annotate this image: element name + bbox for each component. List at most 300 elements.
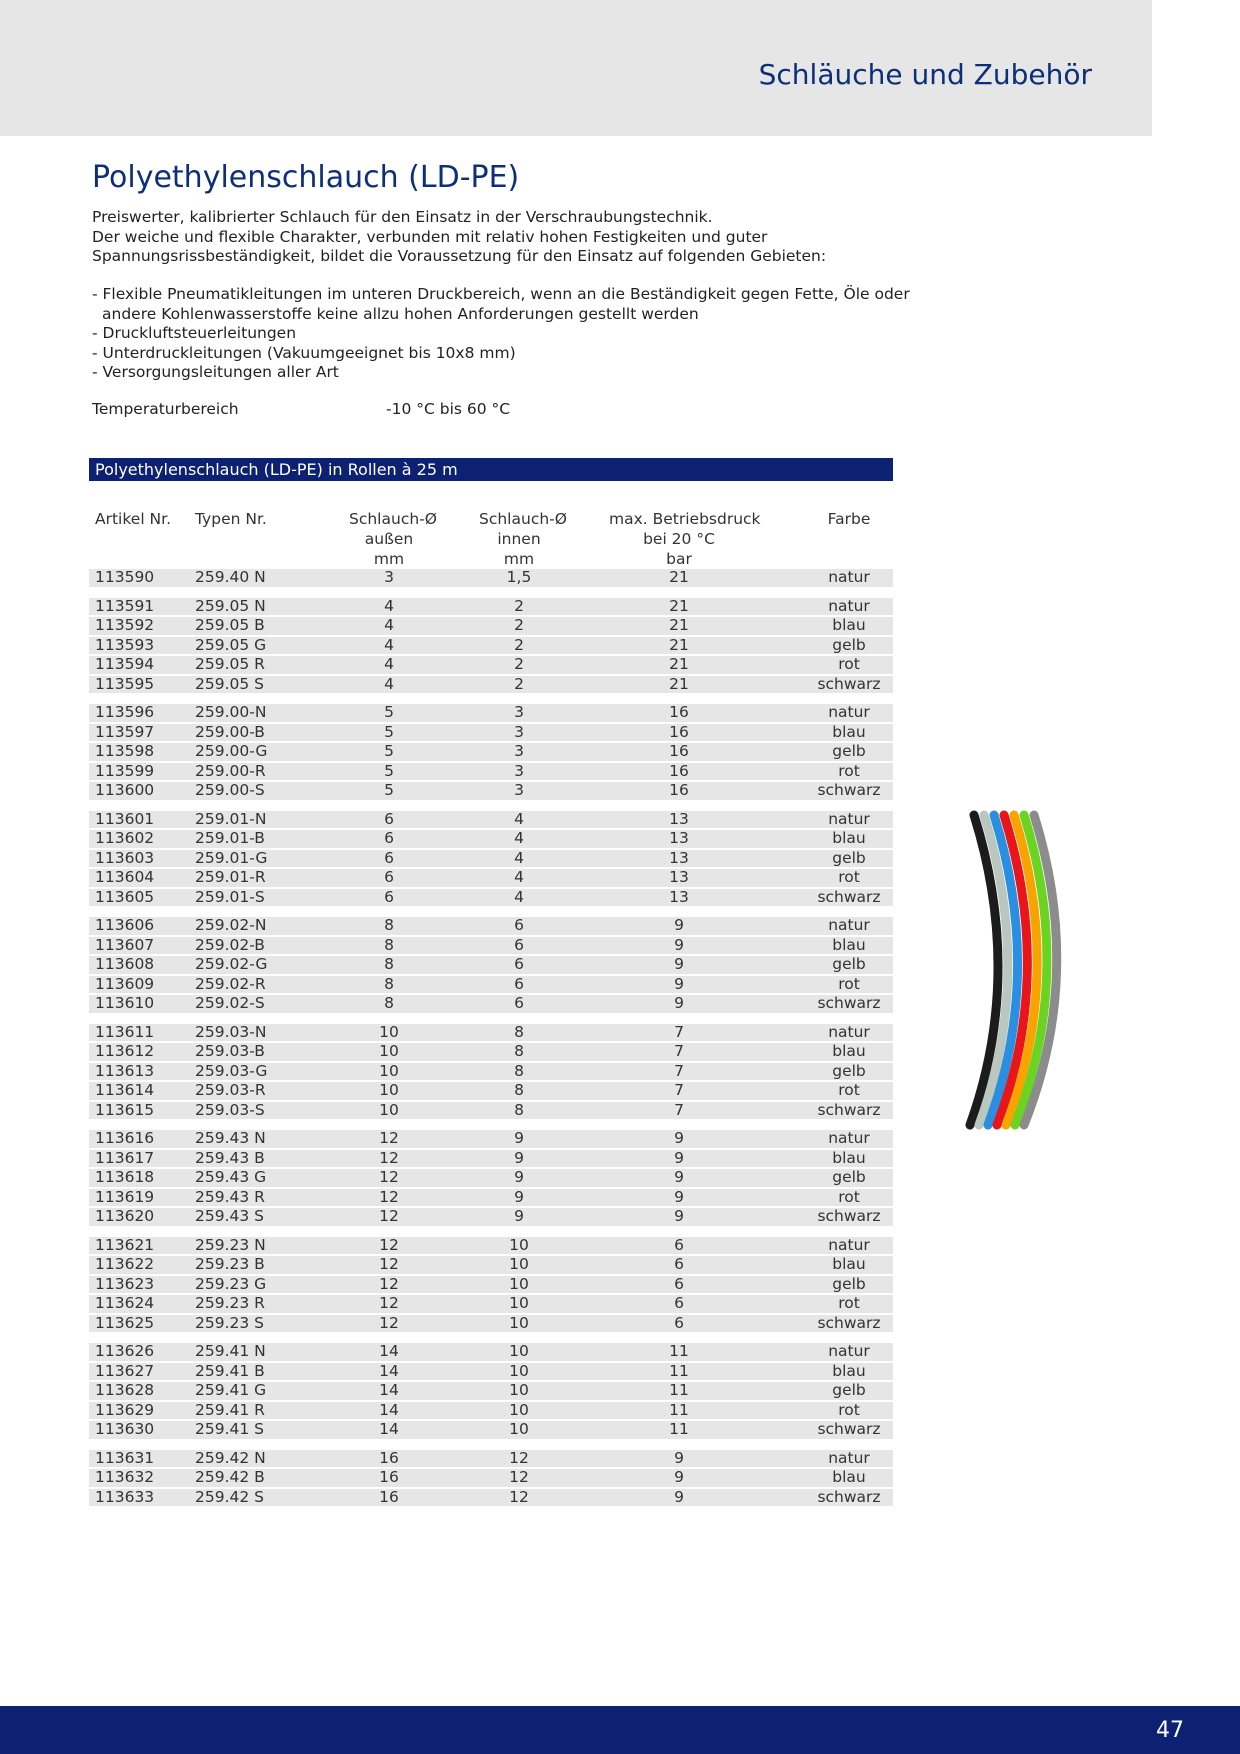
table-row [89,1256,893,1274]
color-cell: gelb [832,848,866,867]
table-row [89,1382,893,1400]
outer-diameter-cell: 14 [379,1400,399,1419]
table-row [89,1043,893,1061]
outer-diameter-cell: 8 [384,994,394,1012]
color-cell: rot [838,868,860,886]
type-number-cell: 259.00-G [195,742,268,760]
max-pressure-cell: 21 [669,596,689,615]
inner-diameter-cell: 3 [514,742,524,760]
max-pressure-cell: 11 [669,1400,689,1419]
color-cell: rot [838,1294,860,1312]
color-cell: natur [828,809,870,828]
table-row [89,1102,893,1120]
table-row [89,656,893,674]
type-number-cell: 259.02-G [195,955,268,973]
article-number-cell: 113621 [95,1235,155,1254]
color-cell: blau [832,1361,866,1380]
inner-diameter-cell: 9 [514,1187,524,1206]
type-number-cell: 259.23 S [195,1313,265,1332]
article-number-cell: 113624 [95,1294,155,1312]
color-cell: blau [832,1148,866,1167]
color-cell: gelb [832,1061,866,1080]
max-pressure-cell: 21 [669,635,689,654]
table-row [89,724,893,742]
max-pressure-cell: 11 [669,1381,689,1399]
outer-diameter-cell: 12 [379,1129,399,1147]
outer-diameter-cell: 5 [384,761,394,780]
color-cell: schwarz [817,1100,881,1119]
type-number-cell: 259.42 N [195,1448,266,1467]
color-cell: rot [838,974,860,993]
table-row [89,676,893,694]
inner-diameter-cell: 10 [509,1274,529,1293]
type-number-cell: 259.01-G [195,848,268,867]
header-type: Typen Nr. [195,510,267,528]
temperature-value: -10 °C bis 60 °C [386,400,511,418]
outer-diameter-cell: 12 [379,1235,399,1254]
article-number-cell: 113608 [95,955,155,973]
color-cell: rot [838,761,860,780]
footer-band [0,1706,1240,1754]
inner-diameter-cell: 4 [514,848,524,867]
application-list [92,285,912,383]
type-number-cell: 259.05 B [195,616,265,634]
max-pressure-cell: 11 [669,1420,689,1438]
header-inner-diameter: Schlauch-Ø innen mm [479,510,567,568]
article-number-cell: 113604 [95,868,155,886]
max-pressure-cell: 13 [669,887,689,906]
table-row [89,850,893,868]
header-color: Farbe [827,510,871,528]
max-pressure-cell: 16 [669,781,689,799]
type-number-cell: 259.05 N [195,596,266,615]
type-number-cell: 259.05 R [195,655,265,673]
type-number-cell: 259.01-N [195,809,267,828]
color-cell: blau [832,829,866,847]
temperature-label: Temperaturbereich [92,400,239,418]
color-cell: gelb [832,1381,866,1399]
article-number-cell: 113623 [95,1274,155,1293]
type-number-cell: 259.00-N [195,703,267,721]
color-cell: natur [828,703,870,721]
article-number-cell: 113607 [95,935,155,954]
article-number-cell: 113595 [95,674,155,693]
max-pressure-cell: 9 [674,1129,684,1147]
type-number-cell: 259.00-B [195,722,265,741]
type-number-cell: 259.00-R [195,761,266,780]
article-number-cell: 113596 [95,703,155,721]
table-row [89,1363,893,1381]
table-row [89,811,893,829]
color-cell: gelb [832,1168,866,1186]
type-number-cell: 259.03-S [195,1100,265,1119]
type-number-cell: 259.23 N [195,1235,266,1254]
list-item: - Druckluftsteuerleitungen [92,324,297,342]
outer-diameter-cell: 10 [379,1042,399,1060]
max-pressure-cell: 9 [674,974,684,993]
color-cell: gelb [832,742,866,760]
inner-diameter-cell: 10 [509,1342,529,1360]
type-number-cell: 259.41 R [195,1400,265,1419]
inner-diameter-cell: 3 [514,781,524,799]
color-cell: natur [828,1448,870,1467]
outer-diameter-cell: 4 [384,596,394,615]
table-row [89,743,893,761]
inner-diameter-cell: 9 [514,1207,524,1225]
max-pressure-cell: 7 [674,1061,684,1080]
table-row [89,1169,893,1187]
inner-diameter-cell: 2 [514,674,524,693]
type-number-cell: 259.02-B [195,935,265,954]
table-row [89,637,893,655]
article-number-cell: 113601 [95,809,155,828]
table-row [89,917,893,935]
article-number-cell: 113590 [95,568,155,586]
color-cell: rot [838,1187,860,1206]
outer-diameter-cell: 6 [384,809,394,828]
tubes-image [960,795,1080,1155]
type-number-cell: 259.23 R [195,1294,265,1312]
article-number-cell: 113594 [95,655,155,673]
article-number-cell: 113600 [95,781,155,799]
table-row [89,1469,893,1487]
max-pressure-cell: 9 [674,1168,684,1186]
color-cell: schwarz [817,1420,881,1438]
type-number-cell: 259.43 S [195,1207,265,1225]
outer-diameter-cell: 16 [379,1487,399,1506]
color-cell: natur [828,1022,870,1041]
outer-diameter-cell: 6 [384,868,394,886]
table-row [89,1276,893,1294]
type-number-cell: 259.42 B [195,1468,265,1486]
article-number-cell: 113628 [95,1381,155,1399]
color-cell: natur [828,1129,870,1147]
table-row [89,976,893,994]
inner-diameter-cell: 6 [514,974,524,993]
table-row [89,763,893,781]
type-number-cell: 259.02-S [195,994,265,1012]
outer-diameter-cell: 14 [379,1361,399,1380]
inner-diameter-cell: 8 [514,1100,524,1119]
color-cell: natur [828,1342,870,1360]
max-pressure-cell: 7 [674,1081,684,1099]
type-number-cell: 259.03-R [195,1081,266,1099]
inner-diameter-cell: 10 [509,1235,529,1254]
article-number-cell: 113622 [95,1255,155,1273]
color-cell: gelb [832,1274,866,1293]
max-pressure-cell: 21 [669,655,689,673]
page-number: 47 [1156,1718,1184,1743]
color-cell: blau [832,1255,866,1273]
max-pressure-cell: 13 [669,829,689,847]
inner-diameter-cell: 8 [514,1081,524,1099]
article-number-cell: 113591 [95,596,155,615]
inner-diameter-cell: 12 [509,1448,529,1467]
table-row [89,1421,893,1439]
article-number-cell: 113609 [95,974,155,993]
list-item-continuation: andere Kohlenwasserstoffe keine allzu hohen Anforderungen gestellt werden [102,304,699,323]
type-number-cell: 259.03-B [195,1042,265,1060]
inner-diameter-cell: 10 [509,1381,529,1399]
inner-diameter-cell: 10 [509,1294,529,1312]
table-row [89,569,893,587]
outer-diameter-cell: 12 [379,1274,399,1293]
table-row [89,1130,893,1148]
table-row [89,1315,893,1333]
outer-diameter-cell: 14 [379,1342,399,1360]
inner-diameter-cell: 9 [514,1148,524,1167]
type-number-cell: 259.23 G [195,1274,267,1293]
article-number-cell: 113617 [95,1148,155,1167]
max-pressure-cell: 13 [669,848,689,867]
table-row [89,782,893,800]
max-pressure-cell: 16 [669,742,689,760]
table-row [89,1189,893,1207]
table-row [89,1208,893,1226]
type-number-cell: 259.03-G [195,1061,268,1080]
intro-line: Der weiche und flexible Charakter, verbunden mit relativ hohen Festigkeiten und guter [92,227,768,246]
inner-diameter-cell: 6 [514,994,524,1012]
color-cell: schwarz [817,887,881,906]
article-number-cell: 113598 [95,742,155,760]
product-table [89,458,893,1508]
type-number-cell: 259.01-S [195,887,265,906]
table-row [89,995,893,1013]
article-number-cell: 113599 [95,761,155,780]
outer-diameter-cell: 8 [384,974,394,993]
type-number-cell: 259.41 G [195,1381,267,1399]
article-number-cell: 113632 [95,1468,155,1486]
inner-diameter-cell: 3 [514,703,524,721]
table-row [89,1082,893,1100]
color-cell: schwarz [817,674,881,693]
header-pressure: max. Betriebsdruck bei 20 °C bar [609,510,761,568]
article-number-cell: 113631 [95,1448,155,1467]
max-pressure-cell: 9 [674,935,684,954]
max-pressure-cell: 16 [669,761,689,780]
article-number-cell: 113626 [95,1342,155,1360]
colored-tubes-icon [960,795,1080,1155]
outer-diameter-cell: 10 [379,1061,399,1080]
color-cell: natur [828,596,870,615]
color-cell: natur [828,1235,870,1254]
inner-diameter-cell: 4 [514,829,524,847]
outer-diameter-cell: 5 [384,742,394,760]
list-item: - Unterdruckleitungen (Vakuumgeeignet bis 10x8 mm) [92,343,516,362]
article-number-cell: 113629 [95,1400,155,1419]
outer-diameter-cell: 8 [384,916,394,934]
outer-diameter-cell: 12 [379,1313,399,1332]
max-pressure-cell: 9 [674,1148,684,1167]
article-number-cell: 113605 [95,887,155,906]
intro-line: Preiswerter, kalibrierter Schlauch für den Einsatz in der Verschraubungstechnik. [92,208,713,226]
outer-diameter-cell: 5 [384,703,394,721]
outer-diameter-cell: 4 [384,616,394,634]
header-outer-diameter: Schlauch-Ø außen mm [349,510,437,568]
outer-diameter-cell: 8 [384,955,394,973]
max-pressure-cell: 9 [674,916,684,934]
section-title: Schläuche und Zubehör [758,58,1092,91]
type-number-cell: 259.02-N [195,916,267,934]
max-pressure-cell: 7 [674,1042,684,1060]
article-number-cell: 113615 [95,1100,155,1119]
table-row [89,889,893,907]
article-number-cell: 113613 [95,1061,155,1080]
type-number-cell: 259.43 B [195,1148,265,1167]
type-number-cell: 259.41 S [195,1420,265,1438]
inner-diameter-cell: 12 [509,1468,529,1486]
outer-diameter-cell: 4 [384,674,394,693]
inner-diameter-cell: 10 [509,1420,529,1438]
outer-diameter-cell: 5 [384,722,394,741]
inner-diameter-cell: 8 [514,1022,524,1041]
inner-diameter-cell: 2 [514,616,524,634]
outer-diameter-cell: 4 [384,655,394,673]
type-number-cell: 259.42 S [195,1487,265,1506]
inner-diameter-cell: 10 [509,1255,529,1273]
intro-text [92,208,892,267]
max-pressure-cell: 6 [674,1294,684,1312]
article-number-cell: 113612 [95,1042,155,1060]
article-number-cell: 113611 [95,1022,155,1041]
color-cell: rot [838,1400,860,1419]
table-row [89,1024,893,1042]
max-pressure-cell: 7 [674,1022,684,1041]
color-cell: schwarz [817,1487,881,1506]
article-number-cell: 113602 [95,829,155,847]
max-pressure-cell: 13 [669,809,689,828]
max-pressure-cell: 21 [669,674,689,693]
type-number-cell: 259.01-B [195,829,265,847]
article-number-cell: 113625 [95,1313,155,1332]
table-title: Polyethylenschlauch (LD-PE) in Rollen à 25 m [89,458,893,481]
inner-diameter-cell: 8 [514,1061,524,1080]
article-number-cell: 113592 [95,616,155,634]
type-number-cell: 259.43 R [195,1187,265,1206]
table-row [89,869,893,887]
table-row [89,1450,893,1468]
max-pressure-cell: 9 [674,994,684,1012]
inner-diameter-cell: 10 [509,1361,529,1380]
article-number-cell: 113593 [95,635,155,654]
table-row [89,704,893,722]
max-pressure-cell: 21 [669,616,689,634]
outer-diameter-cell: 12 [379,1207,399,1225]
inner-diameter-cell: 3 [514,761,524,780]
inner-diameter-cell: 4 [514,868,524,886]
type-number-cell: 259.05 S [195,674,265,693]
outer-diameter-cell: 3 [384,568,394,586]
color-cell: blau [832,616,866,634]
max-pressure-cell: 9 [674,1207,684,1225]
type-number-cell: 259.43 G [195,1168,267,1186]
article-number-cell: 113619 [95,1187,155,1206]
type-number-cell: 259.01-R [195,868,266,886]
table-header [89,481,893,569]
outer-diameter-cell: 8 [384,935,394,954]
intro-line: Spannungsrissbeständigkeit, bildet die Voraussetzung für den Einsatz auf folgenden Gebieten: [92,247,827,265]
color-cell: schwarz [817,994,881,1012]
color-cell: schwarz [817,1207,881,1225]
inner-diameter-cell: 2 [514,655,524,673]
max-pressure-cell: 7 [674,1100,684,1119]
outer-diameter-cell: 4 [384,635,394,654]
type-number-cell: 259.02-R [195,974,266,993]
inner-diameter-cell: 12 [509,1487,529,1506]
article-number-cell: 113614 [95,1081,155,1099]
color-cell: blau [832,1042,866,1060]
max-pressure-cell: 9 [674,1448,684,1467]
outer-diameter-cell: 12 [379,1255,399,1273]
inner-diameter-cell: 10 [509,1400,529,1419]
max-pressure-cell: 6 [674,1235,684,1254]
page-title: Polyethylenschlauch (LD-PE) [92,160,520,195]
color-cell: schwarz [817,1313,881,1332]
color-cell: rot [838,655,860,673]
max-pressure-cell: 6 [674,1255,684,1273]
table-row [89,1063,893,1081]
inner-diameter-cell: 9 [514,1129,524,1147]
max-pressure-cell: 16 [669,703,689,721]
inner-diameter-cell: 2 [514,635,524,654]
outer-diameter-cell: 16 [379,1448,399,1467]
inner-diameter-cell: 4 [514,809,524,828]
type-number-cell: 259.00-S [195,781,265,799]
type-number-cell: 259.05 G [195,635,267,654]
outer-diameter-cell: 12 [379,1168,399,1186]
outer-diameter-cell: 14 [379,1381,399,1399]
article-number-cell: 113603 [95,848,155,867]
type-number-cell: 259.43 N [195,1129,266,1147]
max-pressure-cell: 9 [674,1487,684,1506]
article-number-cell: 113630 [95,1420,155,1438]
table-body [89,569,893,1506]
color-cell: gelb [832,955,866,973]
inner-diameter-cell: 8 [514,1042,524,1060]
inner-diameter-cell: 4 [514,887,524,906]
inner-diameter-cell: 6 [514,916,524,934]
header-article: Artikel Nr. [95,510,172,528]
outer-diameter-cell: 6 [384,887,394,906]
table-row [89,1295,893,1313]
max-pressure-cell: 11 [669,1361,689,1380]
max-pressure-cell: 9 [674,1468,684,1486]
article-number-cell: 113627 [95,1361,155,1380]
inner-diameter-cell: 3 [514,722,524,741]
list-item: - Flexible Pneumatikleitungen im unteren Druckbereich, wenn an die Beständigkeit gegen Fette, Öle oder [92,285,910,303]
article-number-cell: 113610 [95,994,155,1012]
outer-diameter-cell: 5 [384,781,394,799]
inner-diameter-cell: 2 [514,596,524,615]
color-cell: schwarz [817,781,881,799]
type-number-cell: 259.03-N [195,1022,267,1041]
color-cell: natur [828,916,870,934]
max-pressure-cell: 13 [669,868,689,886]
article-number-cell: 113597 [95,722,155,741]
article-number-cell: 113618 [95,1168,155,1186]
color-cell: blau [832,1468,866,1486]
table-row [89,937,893,955]
outer-diameter-cell: 14 [379,1420,399,1438]
color-cell: rot [838,1081,860,1099]
table-row [89,1150,893,1168]
max-pressure-cell: 21 [669,568,689,586]
inner-diameter-cell: 6 [514,935,524,954]
type-number-cell: 259.40 N [195,568,266,586]
color-cell: blau [832,722,866,741]
table-row [89,1343,893,1361]
outer-diameter-cell: 10 [379,1081,399,1099]
